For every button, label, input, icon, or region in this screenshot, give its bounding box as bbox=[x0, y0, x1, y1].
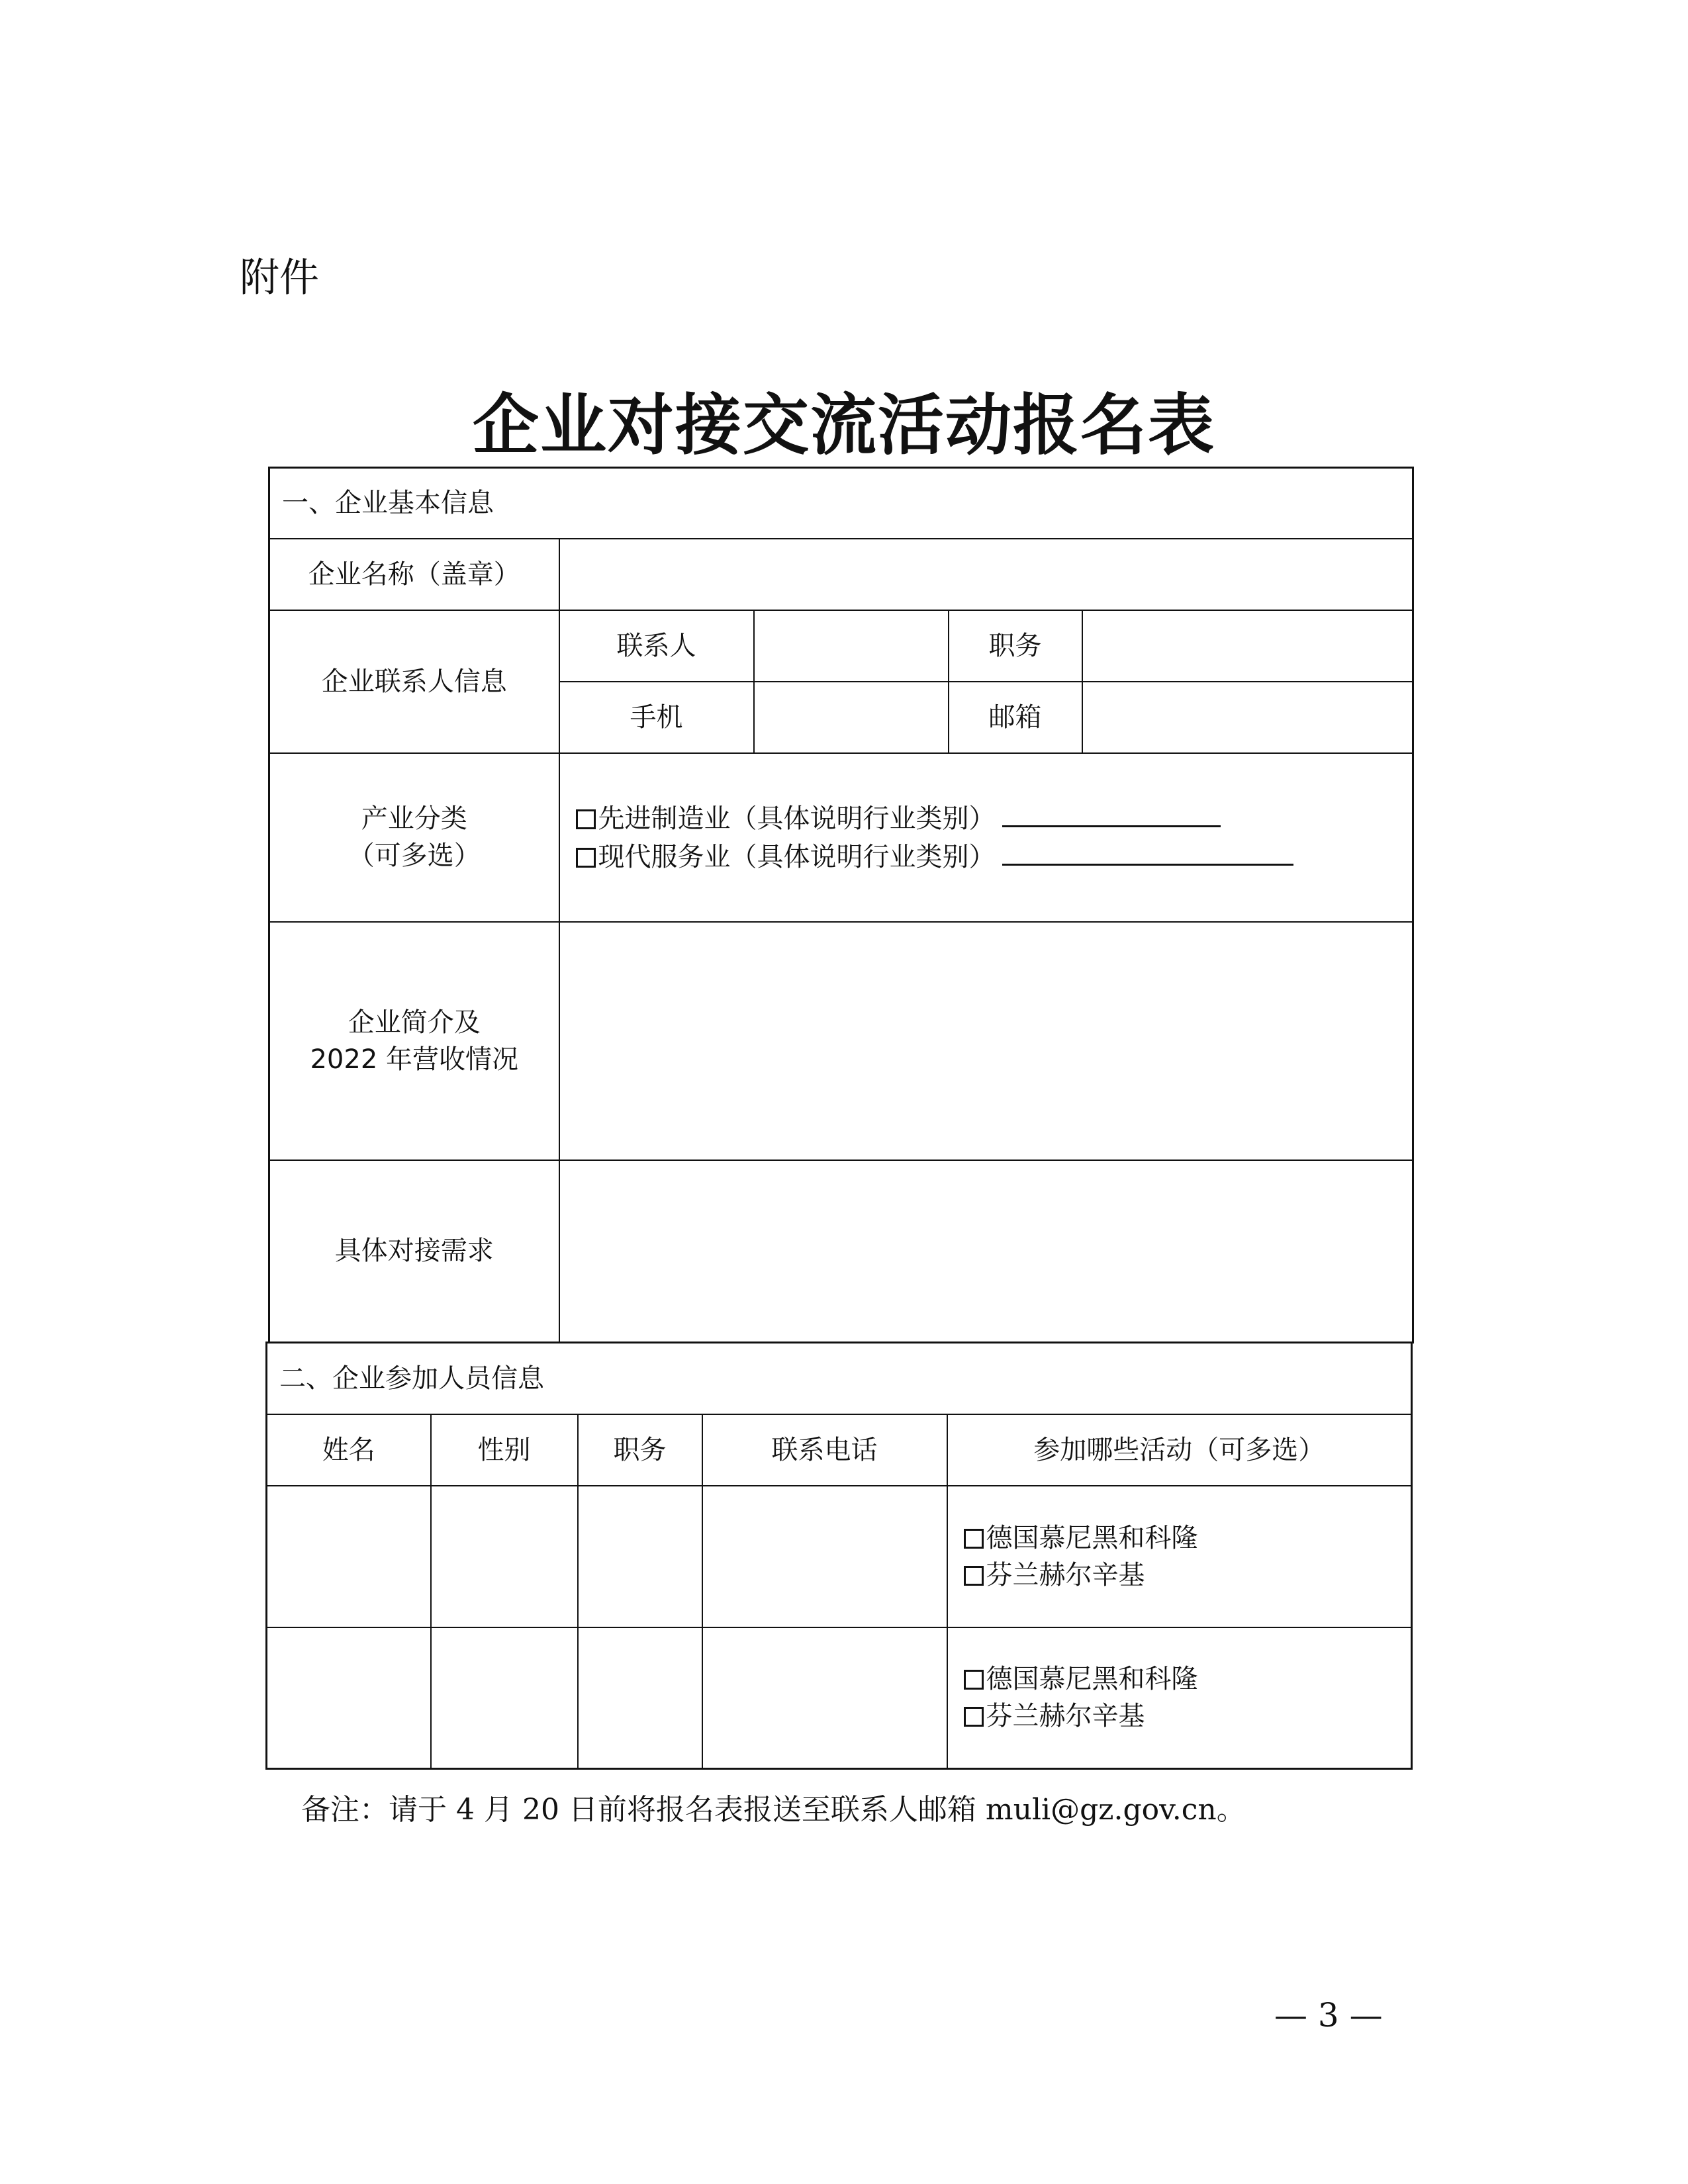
checkbox-icon[interactable] bbox=[576, 809, 596, 829]
industry-option2-label: 现代服务业（具体说明行业类别） bbox=[598, 842, 996, 872]
industry-options bbox=[559, 753, 1413, 922]
activity-option-finland[interactable] bbox=[964, 1557, 1411, 1594]
industry-option2-blank[interactable] bbox=[1002, 837, 1293, 866]
activities-cell bbox=[947, 1486, 1412, 1627]
gender-cell[interactable] bbox=[431, 1627, 578, 1769]
industry-label-line1: 产业分类 bbox=[361, 803, 467, 834]
submission-note: 备注：请于 4 月 20 日前将报名表报送至联系人邮箱 muli@gz.gov.cn。 bbox=[301, 1793, 1246, 1827]
industry-option-services[interactable] bbox=[576, 837, 1413, 876]
activity-label: 德国慕尼黑和科隆 bbox=[986, 1664, 1198, 1695]
intro-label-line1: 企业简介及 bbox=[348, 1007, 481, 1038]
email-label: 邮箱 bbox=[949, 682, 1082, 753]
position-cell[interactable] bbox=[578, 1486, 702, 1627]
checkbox-icon[interactable] bbox=[576, 848, 596, 868]
checkbox-icon[interactable] bbox=[964, 1670, 984, 1690]
position-cell[interactable] bbox=[578, 1627, 702, 1769]
mobile-field[interactable] bbox=[754, 682, 949, 753]
checkbox-icon[interactable] bbox=[964, 1529, 984, 1549]
industry-label-line2: （可多选） bbox=[348, 841, 481, 871]
industry-option1-blank[interactable] bbox=[1002, 799, 1221, 827]
activity-option-germany[interactable] bbox=[964, 1520, 1411, 1557]
table-row bbox=[267, 1627, 1412, 1769]
needs-field[interactable] bbox=[559, 1160, 1413, 1343]
form-title: 企业对接交流活动报名表 bbox=[473, 386, 1215, 464]
col-name: 姓名 bbox=[267, 1414, 431, 1486]
industry-label bbox=[269, 753, 559, 922]
phone-cell[interactable] bbox=[702, 1486, 947, 1627]
contact-person-field[interactable] bbox=[754, 610, 949, 682]
table-row bbox=[267, 1486, 1412, 1627]
section2-heading: 二、企业参加人员信息 bbox=[267, 1343, 1412, 1414]
activities-cell bbox=[947, 1627, 1412, 1769]
gender-cell[interactable] bbox=[431, 1486, 578, 1627]
phone-cell[interactable] bbox=[702, 1627, 947, 1769]
checkbox-icon[interactable] bbox=[964, 1566, 984, 1586]
col-phone: 联系电话 bbox=[702, 1414, 947, 1486]
basic-info-table bbox=[268, 467, 1414, 1343]
participants-header-row bbox=[267, 1414, 1412, 1486]
col-gender: 性别 bbox=[431, 1414, 578, 1486]
page-number: — 3 — bbox=[1274, 1996, 1383, 2034]
activity-label: 芬兰赫尔辛基 bbox=[986, 1701, 1145, 1732]
participants-table bbox=[265, 1342, 1413, 1770]
col-position: 职务 bbox=[578, 1414, 702, 1486]
activity-label: 芬兰赫尔辛基 bbox=[986, 1559, 1145, 1590]
activity-option-germany[interactable] bbox=[964, 1661, 1411, 1698]
name-cell[interactable] bbox=[267, 1627, 431, 1769]
email-field[interactable] bbox=[1082, 682, 1413, 753]
contact-person-label: 联系人 bbox=[559, 610, 754, 682]
position-field[interactable] bbox=[1082, 610, 1413, 682]
company-name-label: 企业名称（盖章） bbox=[269, 539, 559, 610]
contact-info-label: 企业联系人信息 bbox=[269, 610, 559, 753]
mobile-label: 手机 bbox=[559, 682, 754, 753]
position-label: 职务 bbox=[949, 610, 1082, 682]
col-activities: 参加哪些活动（可多选） bbox=[947, 1414, 1412, 1486]
intro-label-line2: 2022 年营收情况 bbox=[310, 1044, 518, 1075]
intro-label bbox=[269, 922, 559, 1160]
activity-option-finland[interactable] bbox=[964, 1698, 1411, 1735]
industry-option-manufacturing[interactable] bbox=[576, 799, 1413, 837]
name-cell[interactable] bbox=[267, 1486, 431, 1627]
checkbox-icon[interactable] bbox=[964, 1707, 984, 1727]
intro-field[interactable] bbox=[559, 922, 1413, 1160]
activity-label: 德国慕尼黑和科隆 bbox=[986, 1522, 1198, 1553]
company-name-field[interactable] bbox=[559, 539, 1413, 610]
needs-label: 具体对接需求 bbox=[269, 1160, 559, 1343]
industry-option1-label: 先进制造业（具体说明行业类别） bbox=[598, 803, 996, 834]
section1-heading: 一、企业基本信息 bbox=[269, 468, 1413, 539]
attachment-label: 附件 bbox=[240, 255, 319, 301]
